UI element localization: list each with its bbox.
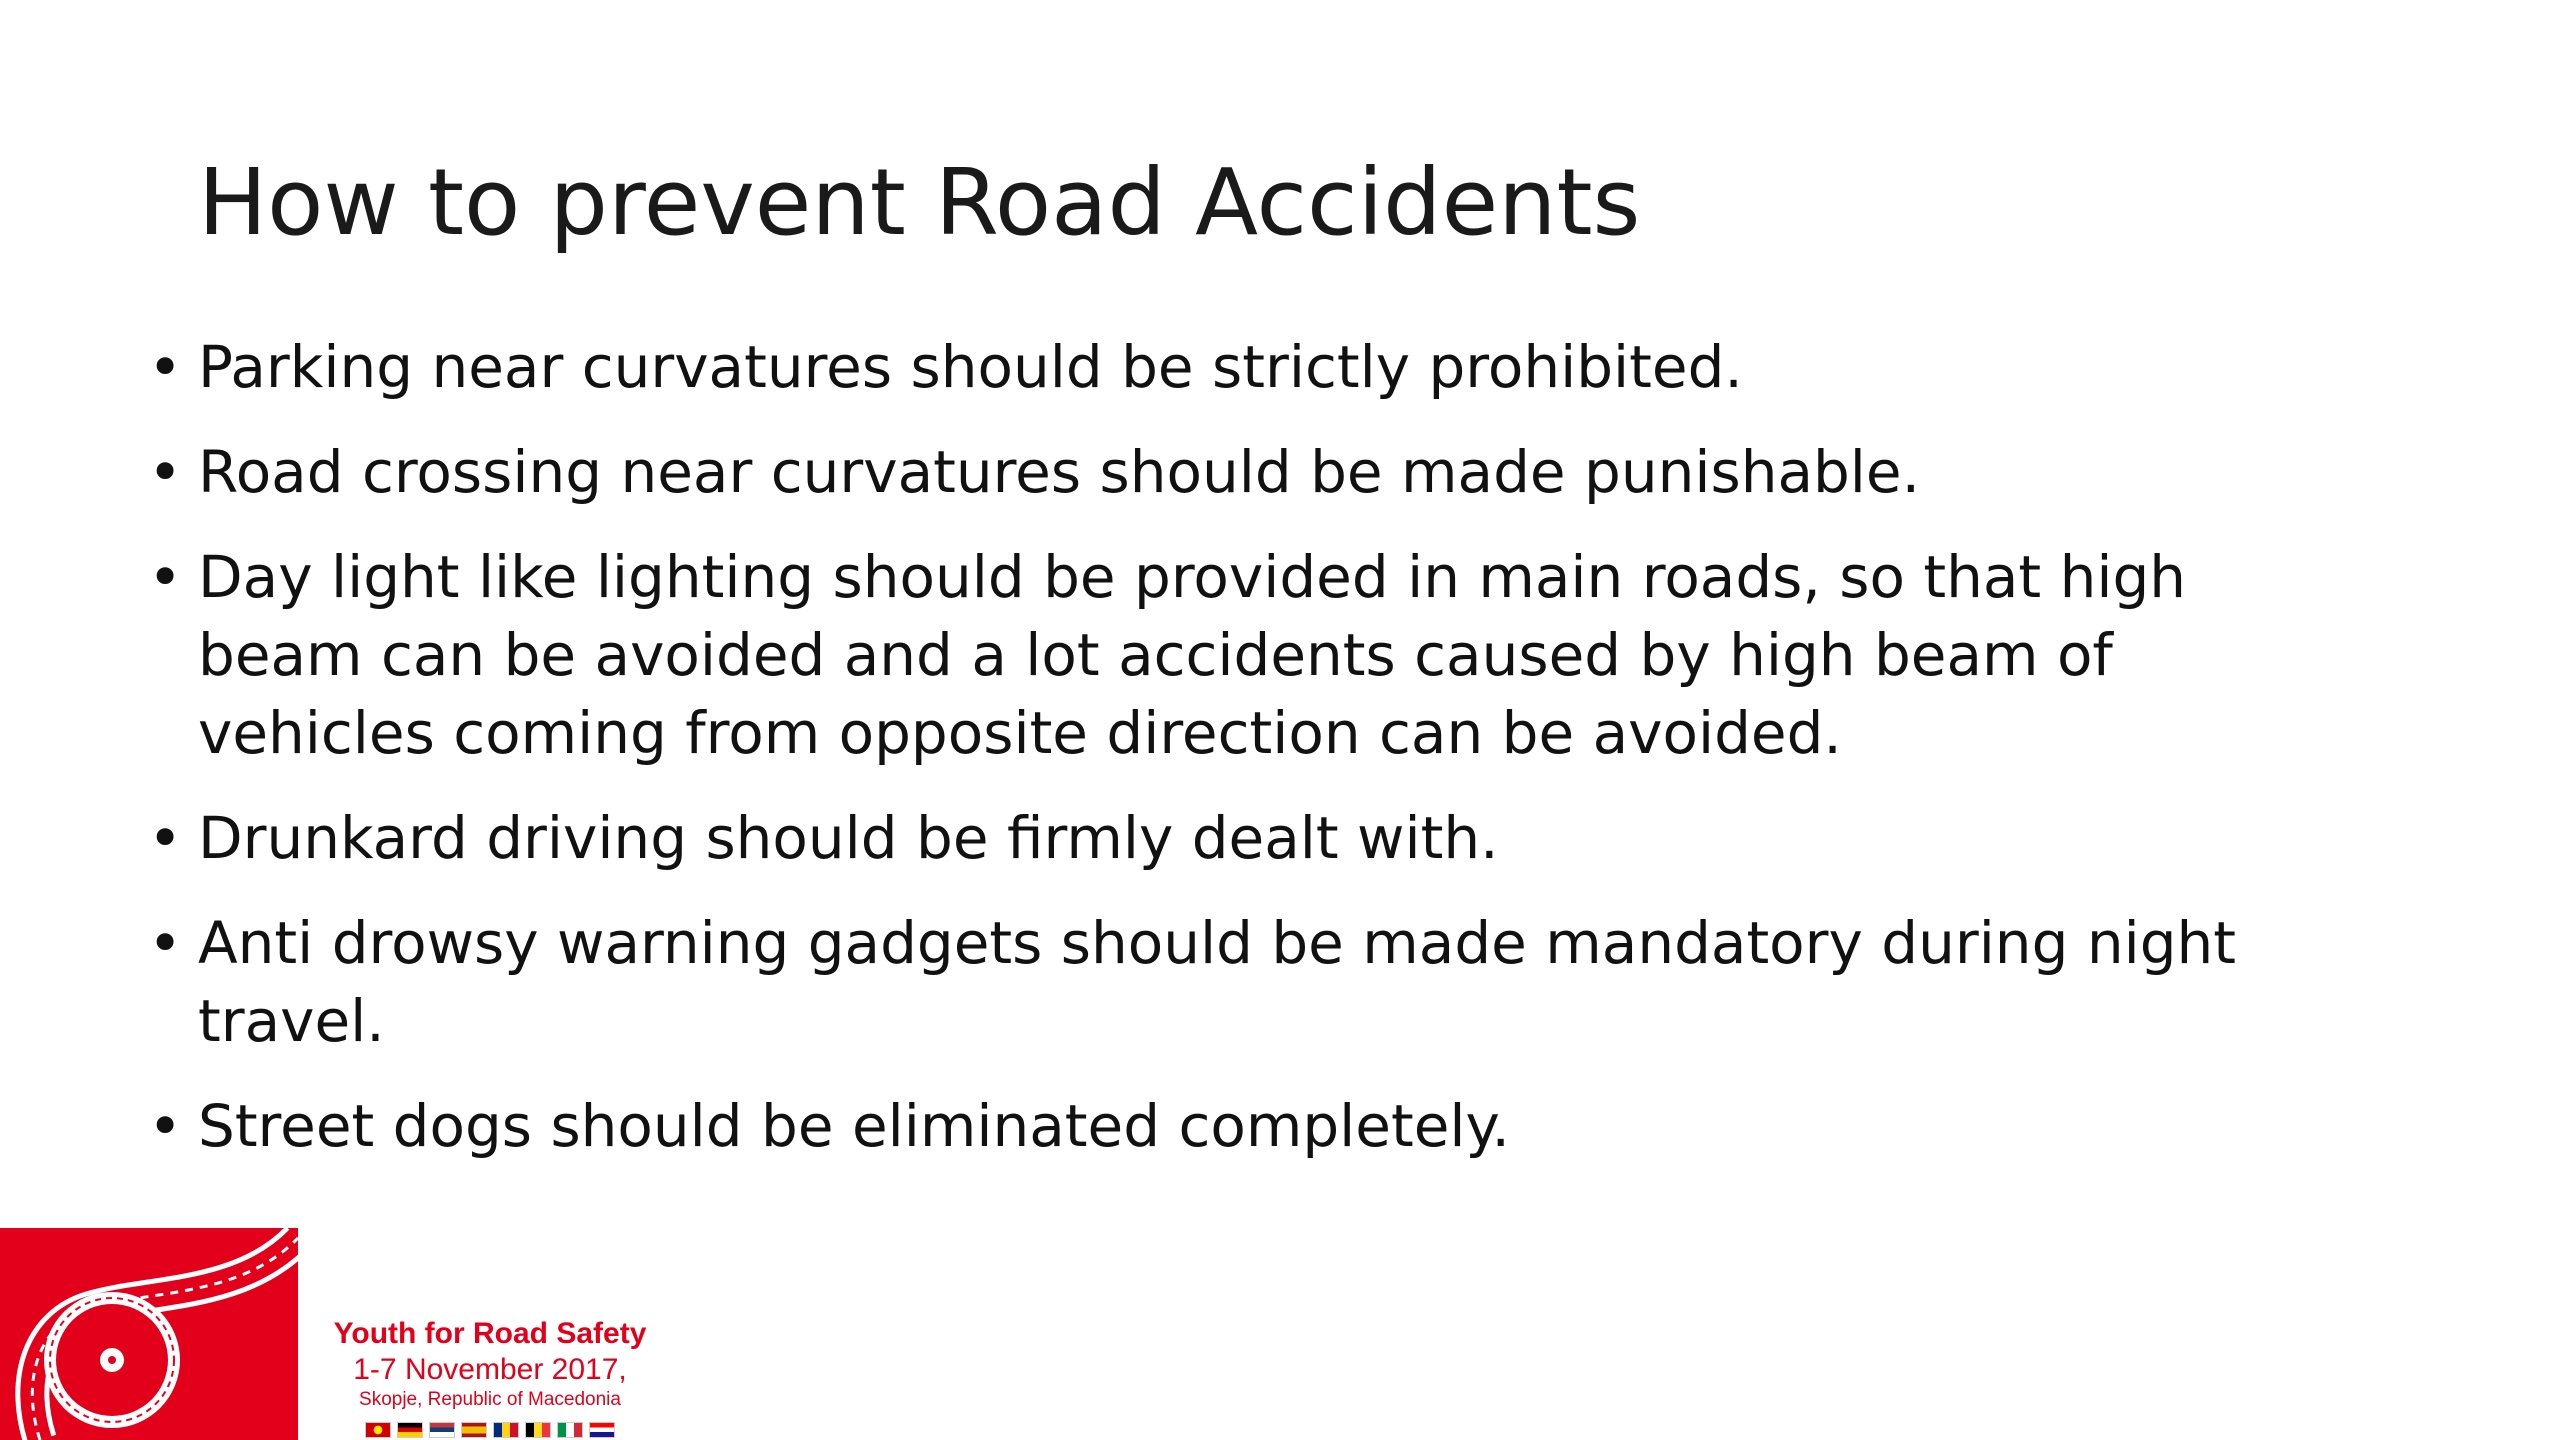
bullet-item bbox=[148, 538, 2308, 772]
event-name: Youth for Road Safety bbox=[333, 1317, 647, 1350]
bullet-dot-icon: • bbox=[148, 909, 183, 977]
macedonia-flag-icon bbox=[365, 1422, 391, 1438]
bullet-item bbox=[148, 904, 2308, 1060]
bullet-list bbox=[148, 328, 2308, 1192]
bullet-text: Road crossing near curvatures should be made punishable. bbox=[198, 438, 1921, 506]
bullet-dot-icon: • bbox=[148, 543, 183, 611]
bullet-text: Day light like lighting should be provided in main roads, so that high beam can be avoided and a lot accidents caused by high beam of vehicles coming from opposite direction can be avoided. bbox=[198, 543, 2187, 767]
bullet-dot-icon: • bbox=[148, 333, 183, 401]
event-location: Skopje, Republic of Macedonia bbox=[359, 1389, 621, 1410]
slide-title: How to prevent Road Accidents bbox=[198, 149, 1641, 256]
italy-flag-icon bbox=[557, 1422, 583, 1438]
belgium-flag-icon bbox=[525, 1422, 551, 1438]
bullet-text: Anti drowsy warning gadgets should be made mandatory during night travel. bbox=[198, 909, 2237, 1055]
logo-text bbox=[300, 1316, 680, 1438]
germany-flag-icon bbox=[397, 1422, 423, 1438]
bullet-item bbox=[148, 799, 2308, 877]
bullet-dot-icon: • bbox=[148, 1092, 183, 1160]
bullet-dot-icon: • bbox=[148, 438, 183, 506]
bullet-text: Street dogs should be eliminated completely. bbox=[198, 1092, 1510, 1160]
bullet-text: Drunkard driving should be firmly dealt with. bbox=[198, 804, 1499, 872]
event-dates: 1-7 November 2017, bbox=[353, 1353, 627, 1386]
road-safety-logo-icon bbox=[0, 1228, 298, 1440]
event-logo bbox=[0, 1228, 700, 1440]
bullet-item bbox=[148, 1087, 2308, 1165]
croatia-flag-icon bbox=[589, 1422, 615, 1438]
spain-flag-icon bbox=[461, 1422, 487, 1438]
bullet-text: Parking near curvatures should be strictly prohibited. bbox=[198, 333, 1743, 401]
bullet-item bbox=[148, 433, 2308, 511]
romania-flag-icon bbox=[493, 1422, 519, 1438]
bullet-item bbox=[148, 328, 2308, 406]
serbia-flag-icon bbox=[429, 1422, 455, 1438]
bullet-dot-icon: • bbox=[148, 804, 183, 872]
flag-row bbox=[300, 1422, 680, 1438]
